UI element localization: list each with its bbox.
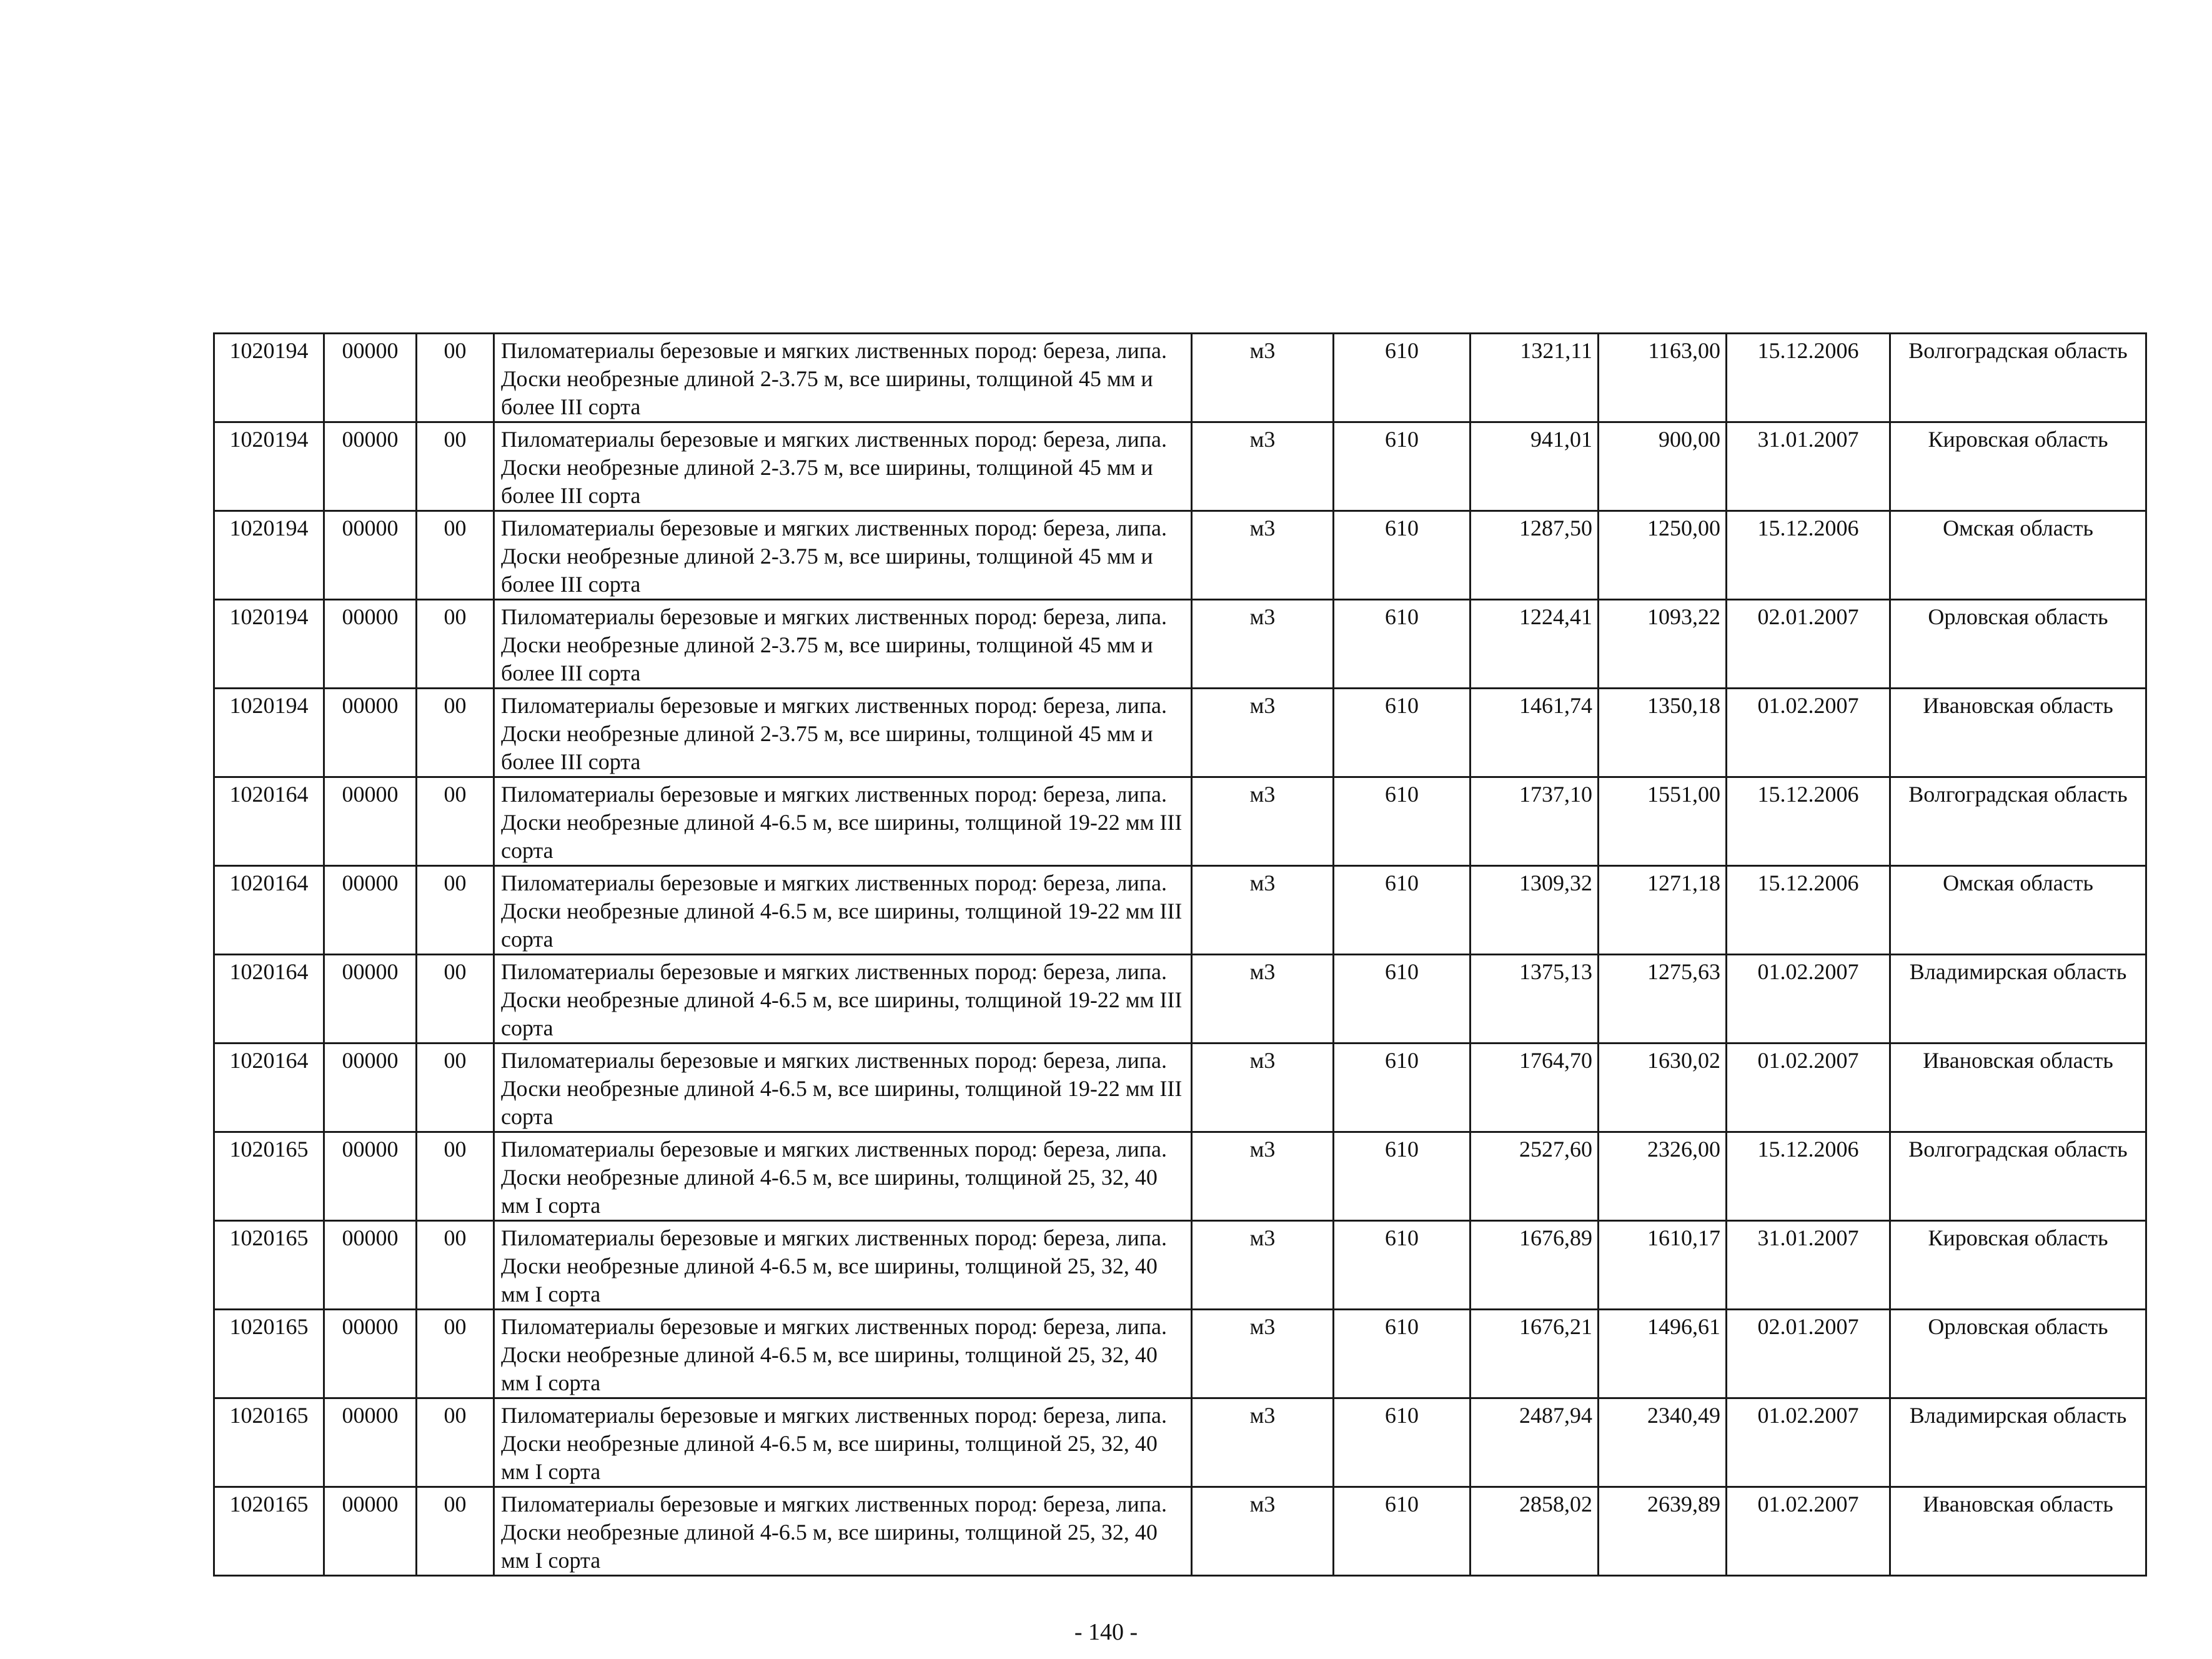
- unit-code-cell: 610: [1334, 1398, 1471, 1487]
- unit-code-cell: 610: [1334, 866, 1471, 955]
- subcode-2-cell: 00: [417, 1310, 494, 1398]
- price-2-cell: 1630,02: [1599, 1044, 1727, 1132]
- region-cell: Ивановская область: [1890, 1487, 2146, 1576]
- price-2-cell: 1271,18: [1599, 866, 1727, 955]
- date-cell: 02.01.2007: [1727, 1310, 1890, 1398]
- description-cell: Пиломатериалы березовые и мягких лиственных пород: береза, липа. Доски необрезные длиной 4-6.5 м, все ширины, толщиной 19-22 мм III сорта: [494, 1044, 1192, 1132]
- table-row: [214, 1310, 2146, 1398]
- subcode-cell: 00000: [324, 1310, 417, 1398]
- description-cell: Пиломатериалы березовые и мягких лиственных пород: береза, липа. Доски необрезные длиной 2-3.75 м, все ширины, толщиной 45 мм и более III сорта: [494, 422, 1192, 511]
- price-2-cell: 2340,49: [1599, 1398, 1727, 1487]
- subcode-2-cell: 00: [417, 777, 494, 866]
- region-cell: Владимирская область: [1890, 1398, 2146, 1487]
- subcode-2-cell: 00: [417, 600, 494, 689]
- product-code-cell: 1020164: [214, 866, 324, 955]
- price-1-cell: 2527,60: [1471, 1132, 1599, 1221]
- price-1-cell: 1375,13: [1471, 955, 1599, 1044]
- date-cell: 15.12.2006: [1727, 777, 1890, 866]
- subcode-cell: 00000: [324, 689, 417, 777]
- region-cell: Кировская область: [1890, 1221, 2146, 1310]
- description-cell: Пиломатериалы березовые и мягких лиственных пород: береза, липа. Доски необрезные длиной 2-3.75 м, все ширины, толщиной 45 мм и более III сорта: [494, 600, 1192, 689]
- price-2-cell: 1275,63: [1599, 955, 1727, 1044]
- subcode-2-cell: 00: [417, 1487, 494, 1576]
- unit-cell: м3: [1192, 955, 1334, 1044]
- price-2-cell: 1610,17: [1599, 1221, 1727, 1310]
- subcode-cell: 00000: [324, 422, 417, 511]
- region-cell: Волгоградская область: [1890, 334, 2146, 422]
- price-1-cell: 1309,32: [1471, 866, 1599, 955]
- table-row: [214, 777, 2146, 866]
- date-cell: 01.02.2007: [1727, 1044, 1890, 1132]
- price-2-cell: 1250,00: [1599, 511, 1727, 600]
- region-cell: Владимирская область: [1890, 955, 2146, 1044]
- table-row: [214, 1132, 2146, 1221]
- region-cell: Ивановская область: [1890, 1044, 2146, 1132]
- price-1-cell: 941,01: [1471, 422, 1599, 511]
- table-row: [214, 334, 2146, 422]
- product-code-cell: 1020165: [214, 1132, 324, 1221]
- price-2-cell: 900,00: [1599, 422, 1727, 511]
- date-cell: 15.12.2006: [1727, 511, 1890, 600]
- subcode-2-cell: 00: [417, 334, 494, 422]
- subcode-cell: 00000: [324, 600, 417, 689]
- table-row: [214, 1487, 2146, 1576]
- table-row: [214, 866, 2146, 955]
- product-code-cell: 1020194: [214, 334, 324, 422]
- region-cell: Волгоградская область: [1890, 1132, 2146, 1221]
- table-row: [214, 1044, 2146, 1132]
- description-cell: Пиломатериалы березовые и мягких лиственных пород: береза, липа. Доски необрезные длиной 4-6.5 м, все ширины, толщиной 19-22 мм III сорта: [494, 866, 1192, 955]
- unit-cell: м3: [1192, 334, 1334, 422]
- description-cell: Пиломатериалы березовые и мягких лиственных пород: береза, липа. Доски необрезные длиной 4-6.5 м, все ширины, толщиной 25, 32, 40 мм I сорта: [494, 1132, 1192, 1221]
- unit-code-cell: 610: [1334, 1221, 1471, 1310]
- unit-cell: м3: [1192, 422, 1334, 511]
- unit-code-cell: 610: [1334, 777, 1471, 866]
- subcode-cell: 00000: [324, 1221, 417, 1310]
- description-cell: Пиломатериалы березовые и мягких лиственных пород: береза, липа. Доски необрезные длиной 2-3.75 м, все ширины, толщиной 45 мм и более III сорта: [494, 511, 1192, 600]
- description-cell: Пиломатериалы березовые и мягких лиственных пород: береза, липа. Доски необрезные длиной 4-6.5 м, все ширины, толщиной 19-22 мм III сорта: [494, 955, 1192, 1044]
- subcode-cell: 00000: [324, 866, 417, 955]
- unit-code-cell: 610: [1334, 1044, 1471, 1132]
- region-cell: Ивановская область: [1890, 689, 2146, 777]
- unit-code-cell: 610: [1334, 1132, 1471, 1221]
- product-code-cell: 1020164: [214, 955, 324, 1044]
- region-cell: Орловская область: [1890, 600, 2146, 689]
- date-cell: 15.12.2006: [1727, 866, 1890, 955]
- table-body: [214, 334, 2146, 1576]
- page-number: - 140 -: [1074, 1619, 1138, 1645]
- product-code-cell: 1020165: [214, 1487, 324, 1576]
- subcode-2-cell: 00: [417, 422, 494, 511]
- product-code-cell: 1020165: [214, 1398, 324, 1487]
- table-row: [214, 1398, 2146, 1487]
- date-cell: 15.12.2006: [1727, 334, 1890, 422]
- date-cell: 31.01.2007: [1727, 422, 1890, 511]
- unit-cell: м3: [1192, 777, 1334, 866]
- subcode-cell: 00000: [324, 1398, 417, 1487]
- description-cell: Пиломатериалы березовые и мягких лиственных пород: береза, липа. Доски необрезные длиной 4-6.5 м, все ширины, толщиной 25, 32, 40 мм I сорта: [494, 1221, 1192, 1310]
- product-code-cell: 1020164: [214, 1044, 324, 1132]
- region-cell: Омская область: [1890, 511, 2146, 600]
- unit-cell: м3: [1192, 1310, 1334, 1398]
- description-cell: Пиломатериалы березовые и мягких лиственных пород: береза, липа. Доски необрезные длиной 4-6.5 м, все ширины, толщиной 25, 32, 40 мм I сорта: [494, 1487, 1192, 1576]
- price-1-cell: 2858,02: [1471, 1487, 1599, 1576]
- product-code-cell: 1020165: [214, 1310, 324, 1398]
- price-1-cell: 1287,50: [1471, 511, 1599, 600]
- table-row: [214, 955, 2146, 1044]
- subcode-2-cell: 00: [417, 1221, 494, 1310]
- unit-code-cell: 610: [1334, 422, 1471, 511]
- region-cell: Орловская область: [1890, 1310, 2146, 1398]
- date-cell: 01.02.2007: [1727, 689, 1890, 777]
- date-cell: 01.02.2007: [1727, 955, 1890, 1044]
- table-row: [214, 689, 2146, 777]
- subcode-cell: 00000: [324, 777, 417, 866]
- date-cell: 31.01.2007: [1727, 1221, 1890, 1310]
- unit-cell: м3: [1192, 600, 1334, 689]
- price-1-cell: 1764,70: [1471, 1044, 1599, 1132]
- price-2-cell: 2326,00: [1599, 1132, 1727, 1221]
- unit-cell: м3: [1192, 1221, 1334, 1310]
- unit-code-cell: 610: [1334, 955, 1471, 1044]
- unit-code-cell: 610: [1334, 689, 1471, 777]
- unit-code-cell: 610: [1334, 1487, 1471, 1576]
- date-cell: 01.02.2007: [1727, 1398, 1890, 1487]
- table-row: [214, 600, 2146, 689]
- table-row: [214, 511, 2146, 600]
- price-1-cell: 1676,21: [1471, 1310, 1599, 1398]
- unit-cell: м3: [1192, 866, 1334, 955]
- subcode-2-cell: 00: [417, 1132, 494, 1221]
- price-1-cell: 1737,10: [1471, 777, 1599, 866]
- price-1-cell: 1461,74: [1471, 689, 1599, 777]
- product-code-cell: 1020194: [214, 600, 324, 689]
- price-1-cell: 1676,89: [1471, 1221, 1599, 1310]
- subcode-2-cell: 00: [417, 1398, 494, 1487]
- subcode-cell: 00000: [324, 1044, 417, 1132]
- product-code-cell: 1020165: [214, 1221, 324, 1310]
- price-1-cell: 1224,41: [1471, 600, 1599, 689]
- date-cell: 02.01.2007: [1727, 600, 1890, 689]
- unit-code-cell: 610: [1334, 334, 1471, 422]
- price-1-cell: 1321,11: [1471, 334, 1599, 422]
- subcode-cell: 00000: [324, 1487, 417, 1576]
- product-code-cell: 1020194: [214, 689, 324, 777]
- price-2-cell: 1496,61: [1599, 1310, 1727, 1398]
- unit-cell: м3: [1192, 689, 1334, 777]
- description-cell: Пиломатериалы березовые и мягких лиственных пород: береза, липа. Доски необрезные длиной 4-6.5 м, все ширины, толщиной 25, 32, 40 мм I сорта: [494, 1398, 1192, 1487]
- subcode-cell: 00000: [324, 1132, 417, 1221]
- unit-cell: м3: [1192, 1132, 1334, 1221]
- table-row: [214, 422, 2146, 511]
- subcode-2-cell: 00: [417, 511, 494, 600]
- description-cell: Пиломатериалы березовые и мягких лиственных пород: береза, липа. Доски необрезные длиной 2-3.75 м, все ширины, толщиной 45 мм и более III сорта: [494, 334, 1192, 422]
- subcode-cell: 00000: [324, 955, 417, 1044]
- price-1-cell: 2487,94: [1471, 1398, 1599, 1487]
- price-2-cell: 1551,00: [1599, 777, 1727, 866]
- date-cell: 15.12.2006: [1727, 1132, 1890, 1221]
- region-cell: Кировская область: [1890, 422, 2146, 511]
- price-2-cell: 1093,22: [1599, 600, 1727, 689]
- subcode-2-cell: 00: [417, 1044, 494, 1132]
- product-code-cell: 1020194: [214, 422, 324, 511]
- region-cell: Омская область: [1890, 866, 2146, 955]
- description-cell: Пиломатериалы березовые и мягких лиственных пород: береза, липа. Доски необрезные длиной 4-6.5 м, все ширины, толщиной 19-22 мм III сорта: [494, 777, 1192, 866]
- subcode-2-cell: 00: [417, 955, 494, 1044]
- description-cell: Пиломатериалы березовые и мягких лиственных пород: береза, липа. Доски необрезные длиной 2-3.75 м, все ширины, толщиной 45 мм и более III сорта: [494, 689, 1192, 777]
- subcode-cell: 00000: [324, 334, 417, 422]
- table-row: [214, 1221, 2146, 1310]
- subcode-2-cell: 00: [417, 689, 494, 777]
- unit-cell: м3: [1192, 1398, 1334, 1487]
- date-cell: 01.02.2007: [1727, 1487, 1890, 1576]
- product-code-cell: 1020194: [214, 511, 324, 600]
- description-cell: Пиломатериалы березовые и мягких лиственных пород: береза, липа. Доски необрезные длиной 4-6.5 м, все ширины, толщиной 25, 32, 40 мм I сорта: [494, 1310, 1192, 1398]
- price-2-cell: 1350,18: [1599, 689, 1727, 777]
- unit-code-cell: 610: [1334, 600, 1471, 689]
- price-table: [213, 332, 2147, 1577]
- price-2-cell: 1163,00: [1599, 334, 1727, 422]
- product-code-cell: 1020164: [214, 777, 324, 866]
- unit-cell: м3: [1192, 1487, 1334, 1576]
- unit-cell: м3: [1192, 1044, 1334, 1132]
- region-cell: Волгоградская область: [1890, 777, 2146, 866]
- unit-code-cell: 610: [1334, 511, 1471, 600]
- subcode-2-cell: 00: [417, 866, 494, 955]
- subcode-cell: 00000: [324, 511, 417, 600]
- price-2-cell: 2639,89: [1599, 1487, 1727, 1576]
- unit-cell: м3: [1192, 511, 1334, 600]
- unit-code-cell: 610: [1334, 1310, 1471, 1398]
